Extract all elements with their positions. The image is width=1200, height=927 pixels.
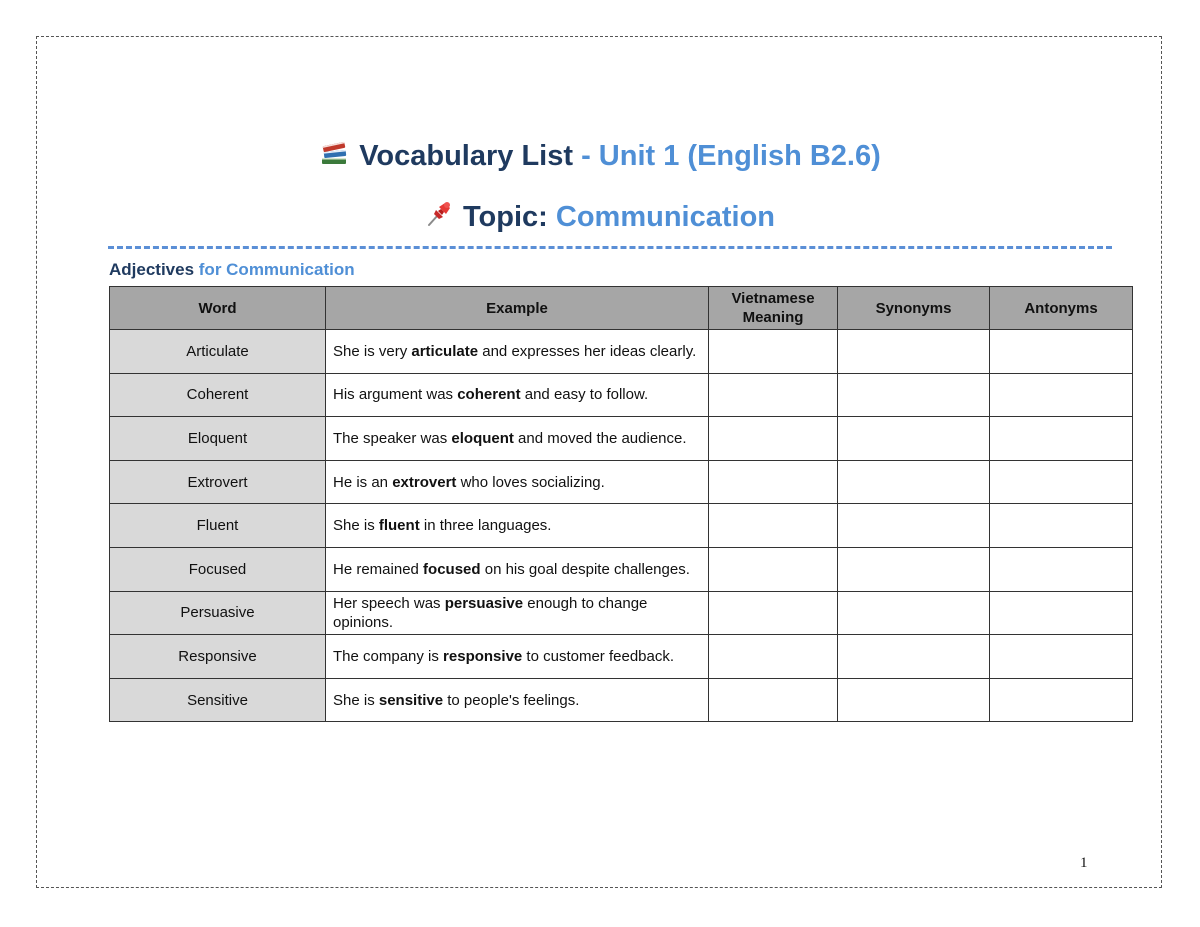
example-text: on his goal despite challenges. <box>480 560 690 578</box>
antonyms-cell[interactable] <box>990 547 1133 591</box>
example-text: He remained <box>333 560 424 578</box>
synonyms-cell[interactable] <box>838 678 990 722</box>
table-row <box>110 417 1133 461</box>
example-cell <box>326 635 709 679</box>
example-text: and easy to follow. <box>520 386 649 404</box>
word-cell: Eloquent <box>110 417 326 461</box>
section-heading <box>109 259 355 281</box>
column-header-antonyms: Antonyms <box>990 287 1133 330</box>
column-header-synonyms: Synonyms <box>838 287 990 330</box>
antonyms-cell[interactable] <box>990 373 1133 417</box>
vietnamese-cell[interactable] <box>709 678 838 722</box>
example-text: to people's feelings. <box>443 691 580 709</box>
example-keyword: fluent <box>378 517 420 535</box>
column-header-vietnamese: Vietnamese Meaning <box>709 287 838 330</box>
section-heading-main: Adjectives <box>109 260 195 279</box>
example-text: His argument was <box>333 386 458 404</box>
topic-label: Topic: <box>462 201 548 233</box>
synonyms-cell[interactable] <box>838 591 990 635</box>
table-header-row <box>110 287 1133 330</box>
synonyms-cell[interactable] <box>838 417 990 461</box>
antonyms-cell[interactable] <box>990 504 1133 548</box>
example-keyword: persuasive <box>444 594 524 612</box>
topic-title <box>0 197 1200 237</box>
pushpin-icon <box>425 198 455 228</box>
example-keyword: focused <box>423 560 481 578</box>
example-text: She is <box>333 517 379 535</box>
word-cell: Sensitive <box>110 678 326 722</box>
books-icon <box>319 138 349 168</box>
title-main-text: Vocabulary List <box>359 140 574 172</box>
vietnamese-cell[interactable] <box>709 635 838 679</box>
word-cell: Focused <box>110 547 326 591</box>
example-cell <box>326 330 709 374</box>
example-cell <box>326 547 709 591</box>
example-cell <box>326 417 709 461</box>
table-row <box>110 330 1133 374</box>
example-text: The company is <box>333 647 444 665</box>
synonyms-cell[interactable] <box>838 635 990 679</box>
word-cell: Responsive <box>110 635 326 679</box>
example-cell <box>326 373 709 417</box>
section-divider <box>108 246 1112 249</box>
example-text: He is an <box>333 473 393 491</box>
table-row <box>110 678 1133 722</box>
example-cell <box>326 678 709 722</box>
example-keyword: articulate <box>411 342 479 360</box>
example-text: She is very <box>333 342 412 360</box>
example-text: enough to change opinions. <box>333 594 648 631</box>
vietnamese-cell[interactable] <box>709 373 838 417</box>
page-title <box>0 136 1200 176</box>
example-text: to customer feedback. <box>522 647 675 665</box>
example-keyword: responsive <box>443 647 523 665</box>
vietnamese-cell[interactable] <box>709 591 838 635</box>
vietnamese-cell[interactable] <box>709 504 838 548</box>
example-text: who loves socializing. <box>456 473 605 491</box>
vocabulary-table <box>109 286 1133 722</box>
table-row <box>110 373 1133 417</box>
example-cell <box>326 591 709 635</box>
vietnamese-cell[interactable] <box>709 330 838 374</box>
example-keyword: sensitive <box>378 691 444 709</box>
table-row <box>110 460 1133 504</box>
example-text: and moved the audience. <box>513 429 687 447</box>
table-row <box>110 547 1133 591</box>
word-cell: Articulate <box>110 330 326 374</box>
antonyms-cell[interactable] <box>990 460 1133 504</box>
page-number: 1 <box>1080 855 1088 871</box>
section-heading-sub: for Communication <box>194 260 355 279</box>
antonyms-cell[interactable] <box>990 330 1133 374</box>
word-cell: Extrovert <box>110 460 326 504</box>
example-keyword: coherent <box>457 386 521 404</box>
word-cell: Persuasive <box>110 591 326 635</box>
column-header-example: Example <box>326 287 709 330</box>
table-row <box>110 591 1133 635</box>
table-row <box>110 504 1133 548</box>
example-text: She is <box>333 691 379 709</box>
antonyms-cell[interactable] <box>990 417 1133 461</box>
synonyms-cell[interactable] <box>838 547 990 591</box>
vietnamese-cell[interactable] <box>709 547 838 591</box>
synonyms-cell[interactable] <box>838 330 990 374</box>
synonyms-cell[interactable] <box>838 373 990 417</box>
vietnamese-cell[interactable] <box>709 417 838 461</box>
example-keyword: extrovert <box>392 473 457 491</box>
synonyms-cell[interactable] <box>838 504 990 548</box>
example-keyword: eloquent <box>451 429 514 447</box>
title-unit-text: - Unit 1 (English B2.6) <box>573 140 881 172</box>
example-text: The speaker was <box>333 429 452 447</box>
antonyms-cell[interactable] <box>990 678 1133 722</box>
example-text: in three languages. <box>419 517 552 535</box>
example-text: Her speech was <box>333 594 445 612</box>
topic-value: Communication <box>555 201 776 233</box>
vietnamese-cell[interactable] <box>709 460 838 504</box>
antonyms-cell[interactable] <box>990 591 1133 635</box>
example-text: and expresses her ideas clearly. <box>478 342 697 360</box>
column-header-word: Word <box>110 287 326 330</box>
antonyms-cell[interactable] <box>990 635 1133 679</box>
word-cell: Coherent <box>110 373 326 417</box>
table-row <box>110 635 1133 679</box>
example-cell <box>326 460 709 504</box>
word-cell: Fluent <box>110 504 326 548</box>
example-cell <box>326 504 709 548</box>
synonyms-cell[interactable] <box>838 460 990 504</box>
